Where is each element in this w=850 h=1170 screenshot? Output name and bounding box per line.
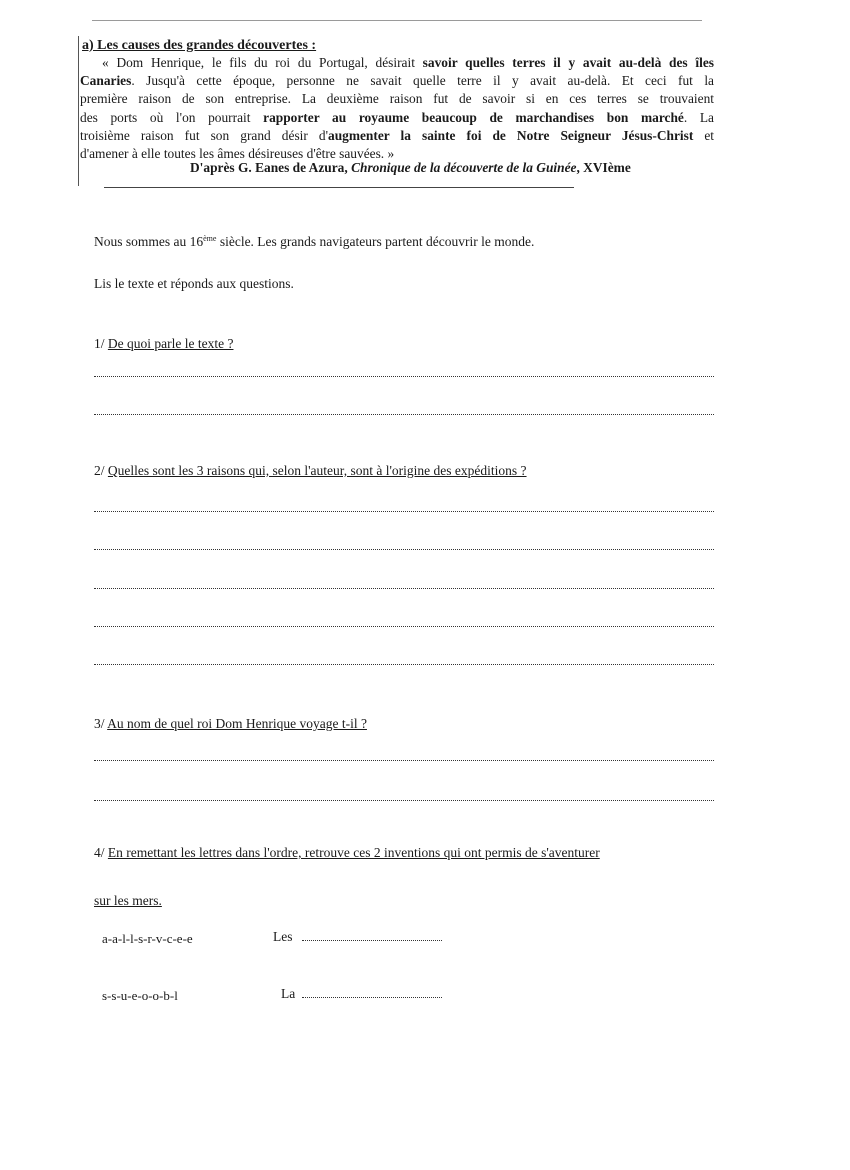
scramble-1-letters: a-a-l-l-s-r-v-c-e-e: [102, 931, 193, 946]
answer-line-q3-2[interactable]: [94, 800, 714, 801]
source-text-run: . Jusqu'à cette époque, personne ne savait quelle terre il y avait au-delà. Et ceci fut la: [131, 73, 714, 89]
source-text-run: . La: [683, 109, 714, 125]
scramble-2-answer[interactable]: [302, 997, 442, 998]
scramble-2-prefix: La: [281, 986, 296, 1001]
answer-line-q1-2[interactable]: [94, 414, 714, 415]
source-text-run: rapporter au royaume beaucoup de marchandises bon marché: [263, 109, 684, 125]
source-text-run: troisième raison fut son grand désir d': [80, 127, 328, 143]
attribution-title: Chronique de la découverte de la Guinée: [351, 160, 577, 175]
question-3: 3/ Au nom de quel roi Dom Henrique voyage t-il ?: [94, 716, 367, 731]
answer-line-q2-2[interactable]: [94, 549, 714, 550]
source-line: [80, 72, 714, 90]
attribution-century: , XVIème: [576, 160, 631, 175]
scramble-1-answer[interactable]: [302, 940, 442, 941]
source-line: [80, 90, 714, 108]
source-text-run: augmenter la sainte foi de Notre Seigneur Jésus-Christ: [328, 127, 694, 143]
scramble-2-letters: s-s-u-e-o-o-b-l: [102, 988, 178, 1003]
scramble-1-prefix: Les: [273, 929, 293, 944]
source-text-run: Canaries: [80, 73, 132, 89]
question-1: 1/ De quoi parle le texte ?: [94, 336, 234, 351]
question-2: 2/ Quelles sont les 3 raisons qui, selon l'auteur, sont à l'origine des expéditions ?: [94, 463, 527, 478]
answer-line-q2-5[interactable]: [94, 664, 714, 665]
source-box-bottom-rule: [104, 187, 574, 188]
answer-line-q2-3[interactable]: [94, 588, 714, 589]
intro-line-1: Nous sommes au 16ème siècle. Les grands navigateurs partent découvrir le monde.: [94, 234, 535, 249]
question-4: 4/ En remettant les lettres dans l'ordre, retrouve ces 2 inventions qui ont permis de s'aventurer: [94, 845, 600, 860]
source-heading: a) Les causes des grandes découvertes :: [82, 38, 317, 53]
answer-line-q2-4[interactable]: [94, 626, 714, 627]
answer-line-q3-1[interactable]: [94, 760, 714, 761]
source-line: [80, 127, 714, 145]
attribution-prefix: D'après G. Eanes de Azura,: [190, 160, 352, 175]
question-4-continued: sur les mers.: [94, 893, 162, 908]
source-text-run: et: [693, 127, 715, 143]
answer-line-q2-1[interactable]: [94, 511, 714, 512]
source-text-run: première raison de son entreprise. La deuxième raison fut de savoir si en ces terres se trouvaient: [80, 91, 714, 107]
source-text-run: d'amener à elle toutes les âmes désireuses d'être sauvées. »: [80, 146, 395, 162]
source-line: [80, 54, 714, 72]
source-text-run: savoir quelles terres il y avait au-delà des îles: [422, 55, 714, 70]
intro-line-2: Lis le texte et réponds aux questions.: [94, 276, 294, 291]
source-text-run: « Dom Henrique, le fils du roi du Portugal, désirait: [102, 55, 423, 70]
source-line: [80, 109, 714, 127]
source-paragraph: [80, 54, 714, 163]
answer-line-q1-1[interactable]: [94, 376, 714, 377]
top-rule: [92, 20, 702, 21]
source-attribution: [190, 160, 631, 176]
source-text-run: des ports où l'on pourrait: [80, 109, 264, 125]
